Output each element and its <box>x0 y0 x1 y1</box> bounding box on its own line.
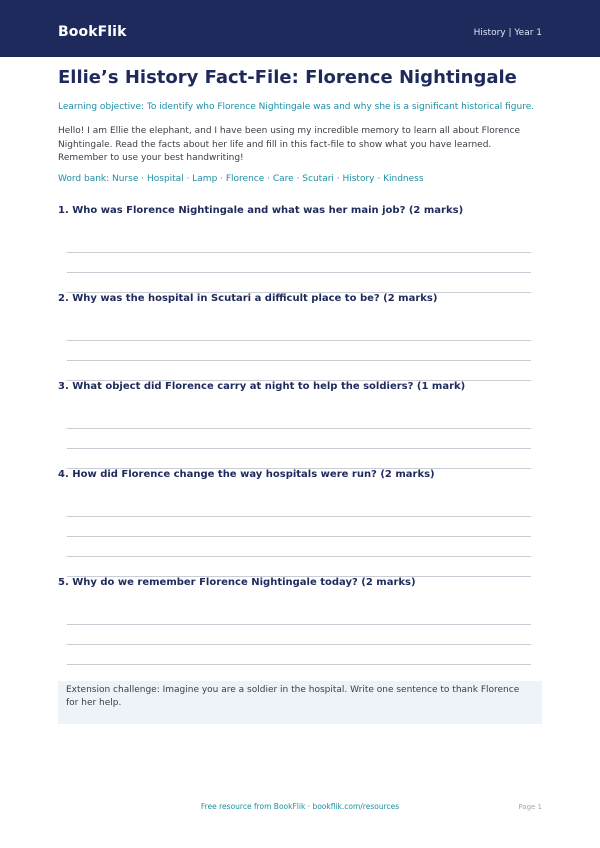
answer-line[interactable] <box>67 448 531 449</box>
answer-line[interactable] <box>67 428 531 429</box>
question-5: 5. Why do we remember Florence Nightingale today? (2 marks) <box>58 577 416 588</box>
answer-line[interactable] <box>67 664 531 665</box>
answer-line[interactable] <box>67 516 531 517</box>
answer-line[interactable] <box>67 272 531 273</box>
answer-line[interactable] <box>67 252 531 253</box>
intro-paragraph: Hello! I am Ellie the elephant, and I have been using my incredible memory to learn all about Florence Nightingale. Read the facts about her life and fill in this fact-file to show what you have learned. Remember to use your best handwriting! <box>58 126 521 164</box>
answer-line[interactable] <box>67 556 531 557</box>
brand-logo: BookFlik <box>58 24 127 40</box>
word-bank: Word bank: Nurse · Hospital · Lamp · Florence · Care · Scutari · History · Kindness <box>58 174 424 184</box>
page-number: Page 1 <box>518 803 542 811</box>
subject-year-label: History | Year 1 <box>473 28 542 38</box>
answer-line[interactable] <box>67 624 531 625</box>
question-4: 4. How did Florence change the way hospitals were run? (2 marks) <box>58 469 435 480</box>
answer-line[interactable] <box>67 644 531 645</box>
learning-objective: Learning objective: To identify who Florence Nightingale was and why she is a significant historical figure. <box>58 102 535 112</box>
extension-challenge-text: Extension challenge: Imagine you are a soldier in the hospital. Write one sentence to thank Florence for her help. <box>66 685 520 708</box>
answer-line[interactable] <box>67 536 531 537</box>
extension-challenge-box[interactable] <box>58 681 542 724</box>
question-2: 2. Why was the hospital in Scutari a difficult place to be? (2 marks) <box>58 293 438 304</box>
question-1: 1. Who was Florence Nightingale and what was her main job? (2 marks) <box>58 205 464 216</box>
answer-line[interactable] <box>67 340 531 341</box>
question-3: 3. What object did Florence carry at night to help the soldiers? (1 mark) <box>58 381 466 392</box>
header-bar <box>0 0 600 57</box>
footer-credit: Free resource from BookFlik · bookflik.com/resources <box>200 802 400 811</box>
answer-line[interactable] <box>67 360 531 361</box>
page-title: Ellie’s History Fact-File: Florence Nightingale <box>58 67 517 88</box>
